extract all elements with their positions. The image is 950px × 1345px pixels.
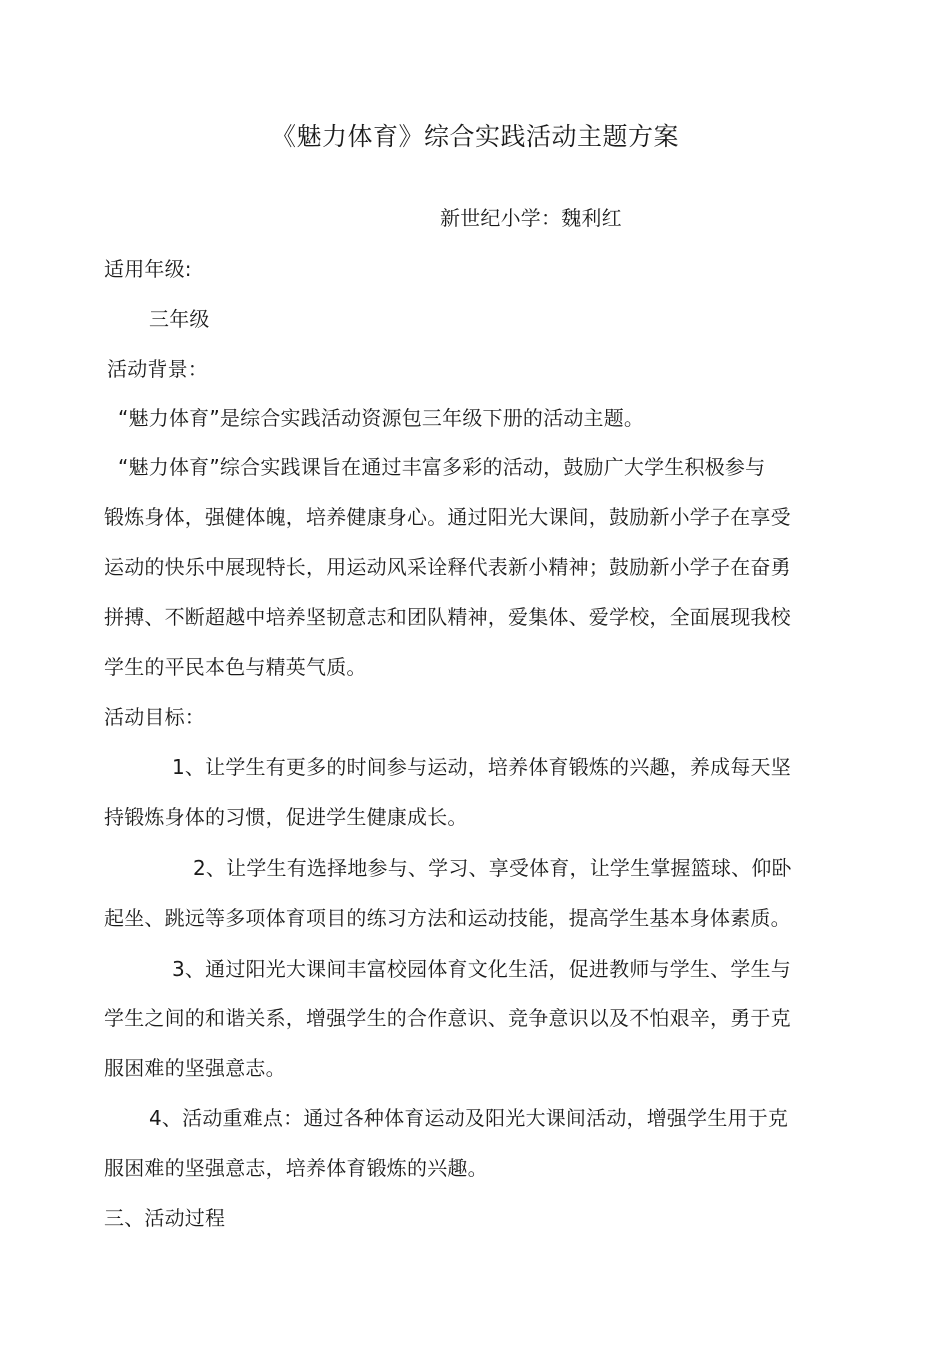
goal-1-line: 1、让学生有更多的时间参与运动，培养体育锻炼的兴趣，养成每天坚	[172, 755, 791, 779]
background-p2-line: “魅力体育”综合实践课旨在通过丰富多彩的活动，鼓励广大学生积极参与	[118, 455, 766, 479]
goal-3-line: 学生之间的和谐关系，增强学生的合作意识、竞争意识以及不怕艰辛，勇于克	[104, 1006, 791, 1030]
goal-3-line: 3、通过阳光大课间丰富校园体育文化生活，促进教师与学生、学生与	[172, 957, 791, 981]
process-heading: 三、活动过程	[104, 1206, 226, 1230]
author-line: 新世纪小学：魏利红	[440, 206, 622, 230]
goal-3-line: 服困难的坚强意志。	[104, 1056, 286, 1080]
goals-heading: 活动目标：	[104, 705, 205, 729]
background-paragraph-1: “魅力体育”是综合实践活动资源包三年级下册的活动主题。	[118, 406, 645, 430]
document-title: 《魅力体育》综合实践活动主题方案	[270, 122, 679, 151]
goal-4-line: 服困难的坚强意志，培养体育锻炼的兴趣。	[104, 1156, 488, 1180]
background-heading: 活动背景：	[107, 357, 208, 381]
background-p2-line: 拼搏、不断超越中培养坚韧意志和团队精神，爱集体、爱学校，全面展现我校	[104, 605, 791, 629]
background-p2-line: 锻炼身体，强健体魄，培养健康身心。通过阳光大课间，鼓励新小学子在享受	[104, 505, 791, 529]
goal-4-line: 4、活动重难点：通过各种体育运动及阳光大课间活动，增强学生用于克	[149, 1106, 789, 1130]
grade-value: 三年级	[149, 307, 210, 331]
grade-heading: 适用年级:	[104, 257, 192, 281]
background-p2-line: 运动的快乐中展现特长，用运动风采诠释代表新小精神；鼓励新小学子在奋勇	[104, 555, 791, 579]
goal-2-line: 起坐、跳远等多项体育项目的练习方法和运动技能，提高学生基本身体素质。	[104, 906, 791, 930]
goal-1-line: 持锻炼身体的习惯，促进学生健康成长。	[104, 805, 468, 829]
goal-2-line: 2、让学生有选择地参与、学习、享受体育，让学生掌握篮球、仰卧	[193, 856, 792, 880]
background-p2-line: 学生的平民本色与精英气质。	[104, 655, 367, 679]
